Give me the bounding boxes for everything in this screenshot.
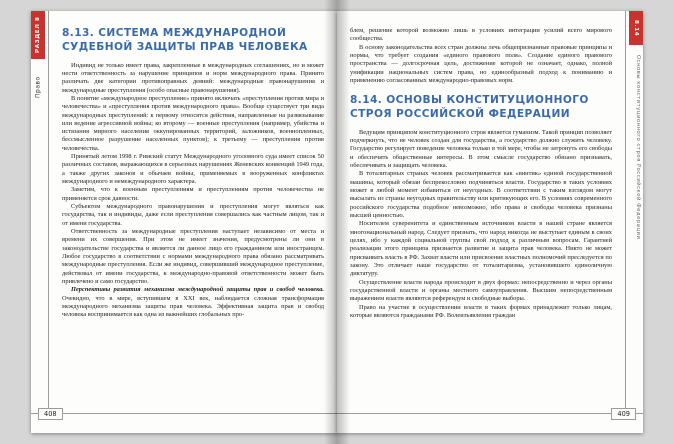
paragraph-continuation: блем, решение которой возможно лишь в условиях интеграции усилий всего мирового сообщества. bbox=[350, 27, 612, 43]
section-heading-8-13: 8.13. СИСТЕМА МЕЖДУНАРОДНОЙ СУДЕБНОЙ ЗАЩИТЫ ПРАВ ЧЕЛОВЕКА bbox=[62, 27, 308, 53]
paragraph: В тоталитарных странах человек рассматривается как «винтик» единой государственной машины, который обязан беспрекословно подчиняться власти. Государство в таких условиях может в любой момент избавиться от неугодных. В соответствии с таким взглядом могут высылать из страны неугодных правительству или критикующих его. В условиях современного российского государства подобное невозможно, ибо права и свободы человека признаны высшей ценностью. bbox=[350, 170, 612, 220]
right-bottom-rule bbox=[337, 413, 643, 414]
page-number-left: 408 bbox=[38, 408, 63, 420]
paragraph: Осуществление власти народа происходит в двух формах: непосредственно и через органы государственной власти и органы местного самоуправления. Высшим непосредственным выражением власти являются референдум и свободные выборы. bbox=[350, 278, 612, 303]
subject-tab: Право bbox=[34, 76, 42, 98]
paragraph: Принятый летом 1998 г. Римский статут Международного уголовного суда имеет список 50 различных составов, выражающихся в серьезных нарушениях Женевских конвенций 1949 года, а также других законов и обычаев войны, применяемых в вооруженных конфликтах международного и немеждународного характера. bbox=[62, 153, 324, 186]
paragraph: Заметим, что к военным преступлениям и преступлениям против человечества не применяется срок давности. bbox=[62, 186, 324, 202]
right-margin-rule bbox=[625, 11, 626, 414]
two-page-spread bbox=[31, 11, 643, 433]
paragraph: В основу законодательства всех стран должны лечь общепризнанные правовые принципы и нормы, что требует создания «единого правового поля». Создание единого правового пространства — долгосрочная цель, достижение которой не означает, однако, полной унификации национальных систем права, но единообразный подход к пониманию и применению согласованных международно-правовых норм. bbox=[350, 43, 612, 84]
margin-caption: Основы конституционного строя Российской Федерации bbox=[635, 55, 641, 240]
right-text-column bbox=[350, 27, 612, 409]
paragraph: Ведущим принципом конституционного строя является гуманизм. Такой принцип позволяет подчеркнуть, что не человек создан для государства, а государство должно служить человеку. Государство регулирует поведение человека только в той мере, чтобы не затронуть его свободы и обеспечить общественные интересы. В этом смысле государство обязано признавать, обеспечивать и защищать человека. bbox=[350, 128, 612, 170]
paragraph: Индивид не только имеет права, закрепленные в международных соглашениях, но и может нести ответственность за нарушение принципов и норм международного права. Принято различать две категории противоправных деяний: международные правонарушения и международные преступления (особо опасные правонарушения). bbox=[62, 61, 324, 94]
left-bottom-rule bbox=[31, 413, 337, 414]
paragraph: Право на участие в осуществлении власти в таких формах принадлежит только лицам, которые являются гражданами РФ. Волеизъявления граждан bbox=[350, 303, 612, 320]
page-number-right: 409 bbox=[611, 408, 636, 420]
paragraph: Субъектом международного правонарушения и преступления могут являться как государства, так и индивиды, даже если преступления совершались как частным лицом, так и от имени государства. bbox=[62, 203, 324, 227]
section-heading-8-14: 8.14. ОСНОВЫ КОНСТИТУЦИОННОГО СТРОЯ РОССИЙСКОЙ ФЕДЕРАЦИИ bbox=[350, 94, 589, 121]
section-tab: РАЗДЕЛ 8 bbox=[31, 11, 45, 59]
paragraph: Ответственность за международные преступления наступает независимо от места и времени их совершения. При этом не имеет значения, предусмотрены ли они в законодательстве государства и является ли данное лицо его гражданином или иностранцем. Любое государство в соответствии с нормами международного права обязано рассматривать международные преступления. Если же индивид, совершивший международное преступление, действовал от имени государства, к международно-правовой ответственности может быть привлечено и само государство. bbox=[62, 228, 324, 286]
left-page bbox=[31, 11, 337, 433]
paragraph: Носителем суверенитета и единственным источником власти в нашей стране является многонациональный народ. Следует признать, что народ никогда не выступает единым в своих целях, ибо у каждой социальной группы свой подход к различным вопросам. Гарантией реализации этого принципа признается развитие и защита прав человека. Никто не может присваивать власть в РФ. Захват власти или присвоение властных полномочий преследуется по закону. Это отличает наше государство от тоталитаризма, установившего единоличную диктатуру. bbox=[350, 220, 612, 278]
left-text-column bbox=[62, 27, 324, 409]
chapter-tab: 8.14 bbox=[629, 11, 643, 45]
paragraph-rest: Очевидно, что в мире, вступившем в XXI век, наблюдается сложная трансформация международного механизма защиты прав человека. Эффективная защита прав и свобод человека воспринимается как одна из важнейших глобальных про- bbox=[62, 294, 324, 319]
right-page bbox=[337, 11, 643, 433]
paragraph: В понятие «международное преступление» принято включать «преступления против мира и человечества» и «преступления против международного права». Вообще существует три вида международных преступлений: к первому относятся действия, направленные на развязывание или ведение агрессивной войны; ко второму — военные преступления (например, убийства и истязания мирного населения оккупированных территорий, заложников, военнопленных, бессмысленное разрушение населенных пунктов); к третьему — преступления против человечества. bbox=[62, 94, 324, 152]
left-margin-rule bbox=[48, 11, 49, 414]
paragraph-perspectives bbox=[62, 286, 324, 319]
paragraph-lead: Перспективы развития механизма международной защиты прав и свобод человека. bbox=[71, 286, 324, 294]
